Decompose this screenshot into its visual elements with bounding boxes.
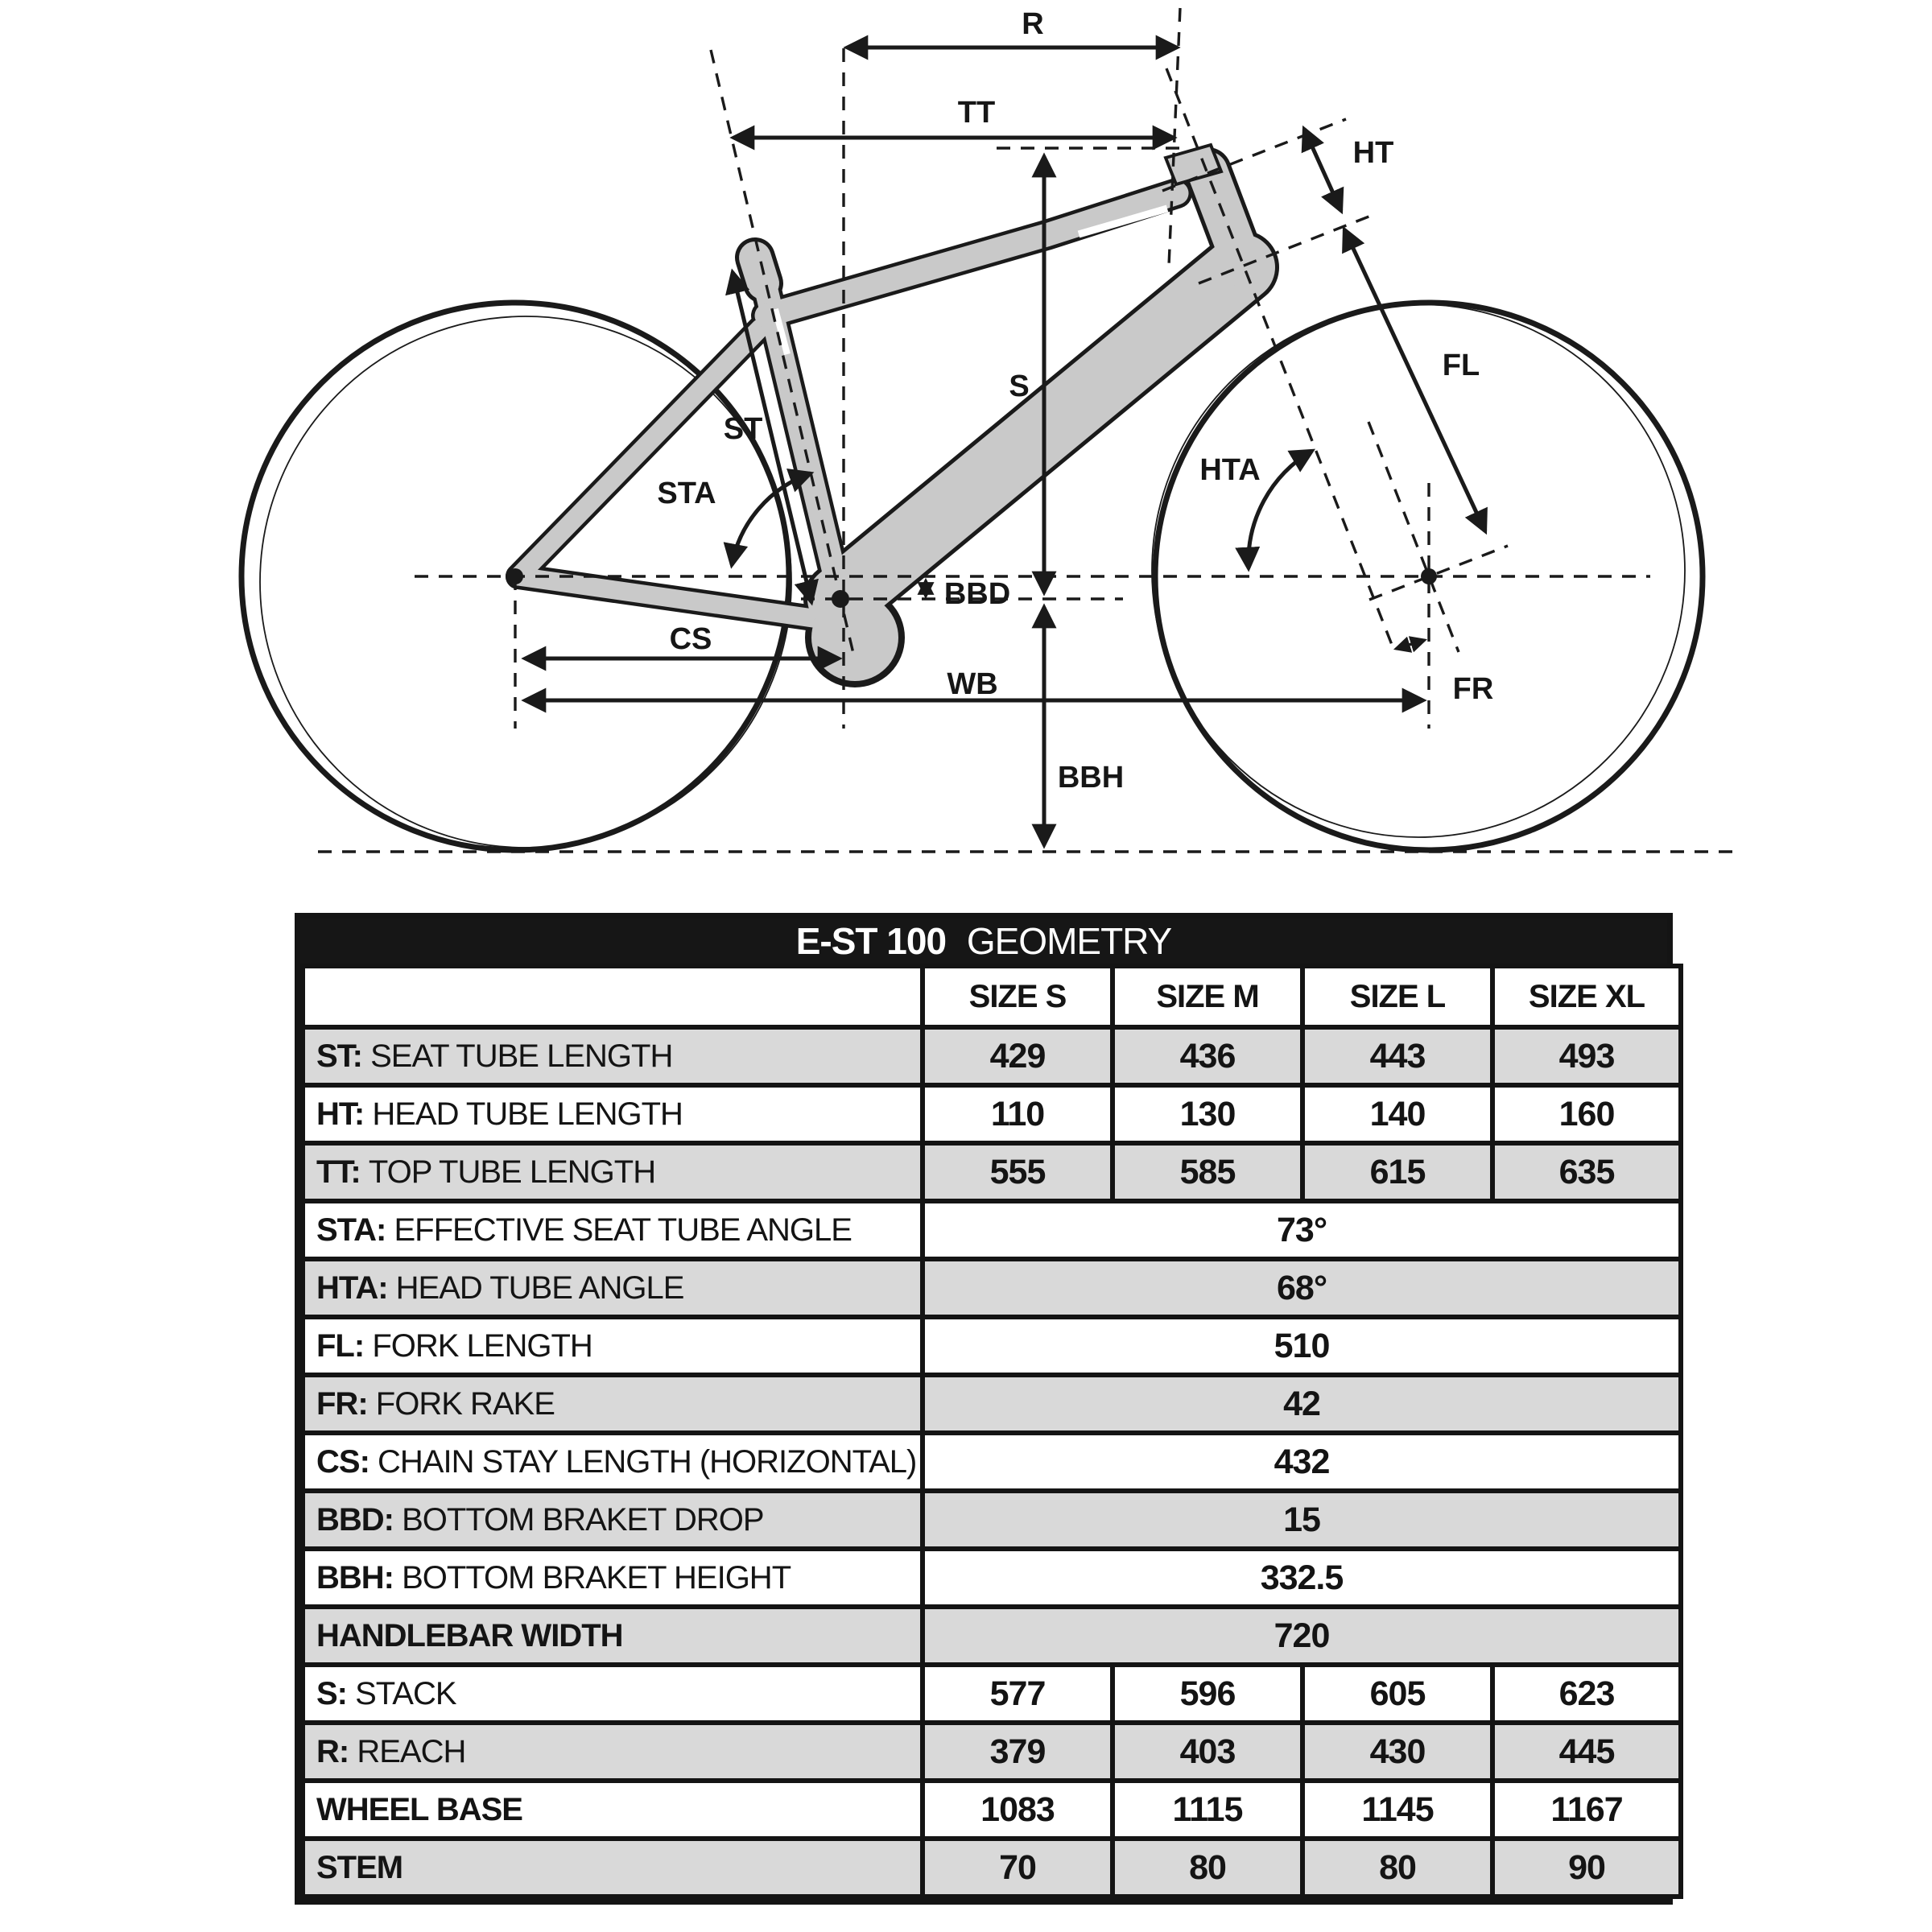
spec-value: 403 (1113, 1723, 1302, 1781)
spec-label: WHEEL BASE (303, 1781, 923, 1839)
spec-value-merged: 42 (923, 1375, 1681, 1433)
size-column-header-1: SIZE S (923, 966, 1113, 1027)
axle-perpendicular (1369, 546, 1508, 600)
label-bbdrop: BBD (943, 577, 1011, 611)
spec-row (303, 1433, 1681, 1491)
geometry-table (295, 913, 1673, 1905)
spec-value-merged: 68° (923, 1259, 1681, 1317)
table-title-word: GEOMETRY (966, 920, 1172, 962)
spec-row (303, 1781, 1681, 1839)
label-headtube: HT (1352, 136, 1394, 170)
spec-value: 160 (1492, 1085, 1681, 1143)
spec-row (303, 1317, 1681, 1375)
label-forkrake: FR (1452, 672, 1494, 706)
spec-row (303, 1665, 1681, 1723)
spec-label: BBD: BOTTOM BRAKET DROP (303, 1491, 923, 1549)
spec-value-merged: 432 (923, 1433, 1681, 1491)
spec-row (303, 1259, 1681, 1317)
label-chainstay: CS (669, 622, 712, 656)
bottom-bracket-dot (832, 590, 849, 608)
spec-label: S: STACK (303, 1665, 923, 1723)
bike-frame (518, 145, 1244, 687)
label-stack: S (1009, 369, 1030, 403)
spec-row (303, 1027, 1681, 1085)
spec-value: 605 (1302, 1665, 1492, 1723)
spec-label: HT: HEAD TUBE LENGTH (303, 1085, 923, 1143)
size-header-row (303, 966, 1681, 1027)
spec-label: TT: TOP TUBE LENGTH (303, 1143, 923, 1201)
spec-label: FR: FORK RAKE (303, 1375, 923, 1433)
size-column-header-4: SIZE XL (1492, 966, 1681, 1027)
geometry-spec-table (300, 964, 1683, 1899)
spec-value: 80 (1302, 1839, 1492, 1897)
spec-label: STA: EFFECTIVE SEAT TUBE ANGLE (303, 1201, 923, 1259)
geometry-table-title (300, 919, 1667, 964)
spec-value: 429 (923, 1027, 1113, 1085)
spec-value: 1167 (1492, 1781, 1681, 1839)
spec-value: 635 (1492, 1143, 1681, 1201)
spec-label: FL: FORK LENGTH (303, 1317, 923, 1375)
spec-value: 1115 (1113, 1781, 1302, 1839)
size-column-header-2: SIZE M (1113, 966, 1302, 1027)
spec-label: STEM (303, 1839, 923, 1897)
rear-axle-dot (507, 568, 523, 584)
blank-header-cell (303, 966, 923, 1027)
spec-value: 1145 (1302, 1781, 1492, 1839)
table-title-model: E-ST 100 (795, 920, 947, 962)
label-forklength: FL (1442, 349, 1480, 382)
spec-value: 110 (923, 1085, 1113, 1143)
headtube-arrow (1304, 129, 1341, 211)
spec-row (303, 1549, 1681, 1607)
spec-label: HANDLEBAR WIDTH (303, 1607, 923, 1665)
spec-value-merged: 73° (923, 1201, 1681, 1259)
spec-value: 70 (923, 1839, 1113, 1897)
spec-row (303, 1607, 1681, 1665)
label-sta: STA (657, 477, 716, 510)
spec-value-merged: 332.5 (923, 1549, 1681, 1607)
spec-row (303, 1375, 1681, 1433)
spec-value: 90 (1492, 1839, 1681, 1897)
spec-value: 443 (1302, 1027, 1492, 1085)
label-seattube: ST (723, 412, 763, 446)
label-reach: R (1022, 7, 1044, 41)
spec-value-merged: 720 (923, 1607, 1681, 1665)
spec-row (303, 1839, 1681, 1897)
spec-value: 493 (1492, 1027, 1681, 1085)
spec-label: CS: CHAIN STAY LENGTH (HORIZONTAL) (303, 1433, 923, 1491)
spec-value: 615 (1302, 1143, 1492, 1201)
spec-value: 445 (1492, 1723, 1681, 1781)
label-toptube: TT (957, 96, 996, 130)
spec-label: HTA: HEAD TUBE ANGLE (303, 1259, 923, 1317)
spec-value: 585 (1113, 1143, 1302, 1201)
spec-row (303, 1723, 1681, 1781)
spec-row (303, 1201, 1681, 1259)
spec-value: 555 (923, 1143, 1113, 1201)
spec-value: 80 (1113, 1839, 1302, 1897)
spec-value: 1083 (923, 1781, 1113, 1839)
spec-value: 596 (1113, 1665, 1302, 1723)
spec-value: 577 (923, 1665, 1113, 1723)
spec-value-merged: 510 (923, 1317, 1681, 1375)
forkrake-arrow (1396, 640, 1425, 649)
spec-value: 430 (1302, 1723, 1492, 1781)
spec-row (303, 1085, 1681, 1143)
spec-label: ST: SEAT TUBE LENGTH (303, 1027, 923, 1085)
label-wheelbase: WB (947, 667, 998, 701)
label-hta: HTA (1199, 453, 1261, 487)
spec-value-merged: 15 (923, 1491, 1681, 1549)
spec-value: 623 (1492, 1665, 1681, 1723)
size-column-header-3: SIZE L (1302, 966, 1492, 1027)
spec-row (303, 1143, 1681, 1201)
label-bbheight: BBH (1057, 761, 1125, 795)
spec-value: 130 (1113, 1085, 1302, 1143)
spec-value: 140 (1302, 1085, 1492, 1143)
front-axle-dot (1421, 568, 1437, 584)
geometry-table-body (303, 1027, 1681, 1897)
spec-label: R: REACH (303, 1723, 923, 1781)
spec-value: 436 (1113, 1027, 1302, 1085)
spec-label: BBH: BOTTOM BRAKET HEIGHT (303, 1549, 923, 1607)
spec-value: 379 (923, 1723, 1113, 1781)
bike-geometry-diagram (0, 0, 1932, 902)
spec-row (303, 1491, 1681, 1549)
